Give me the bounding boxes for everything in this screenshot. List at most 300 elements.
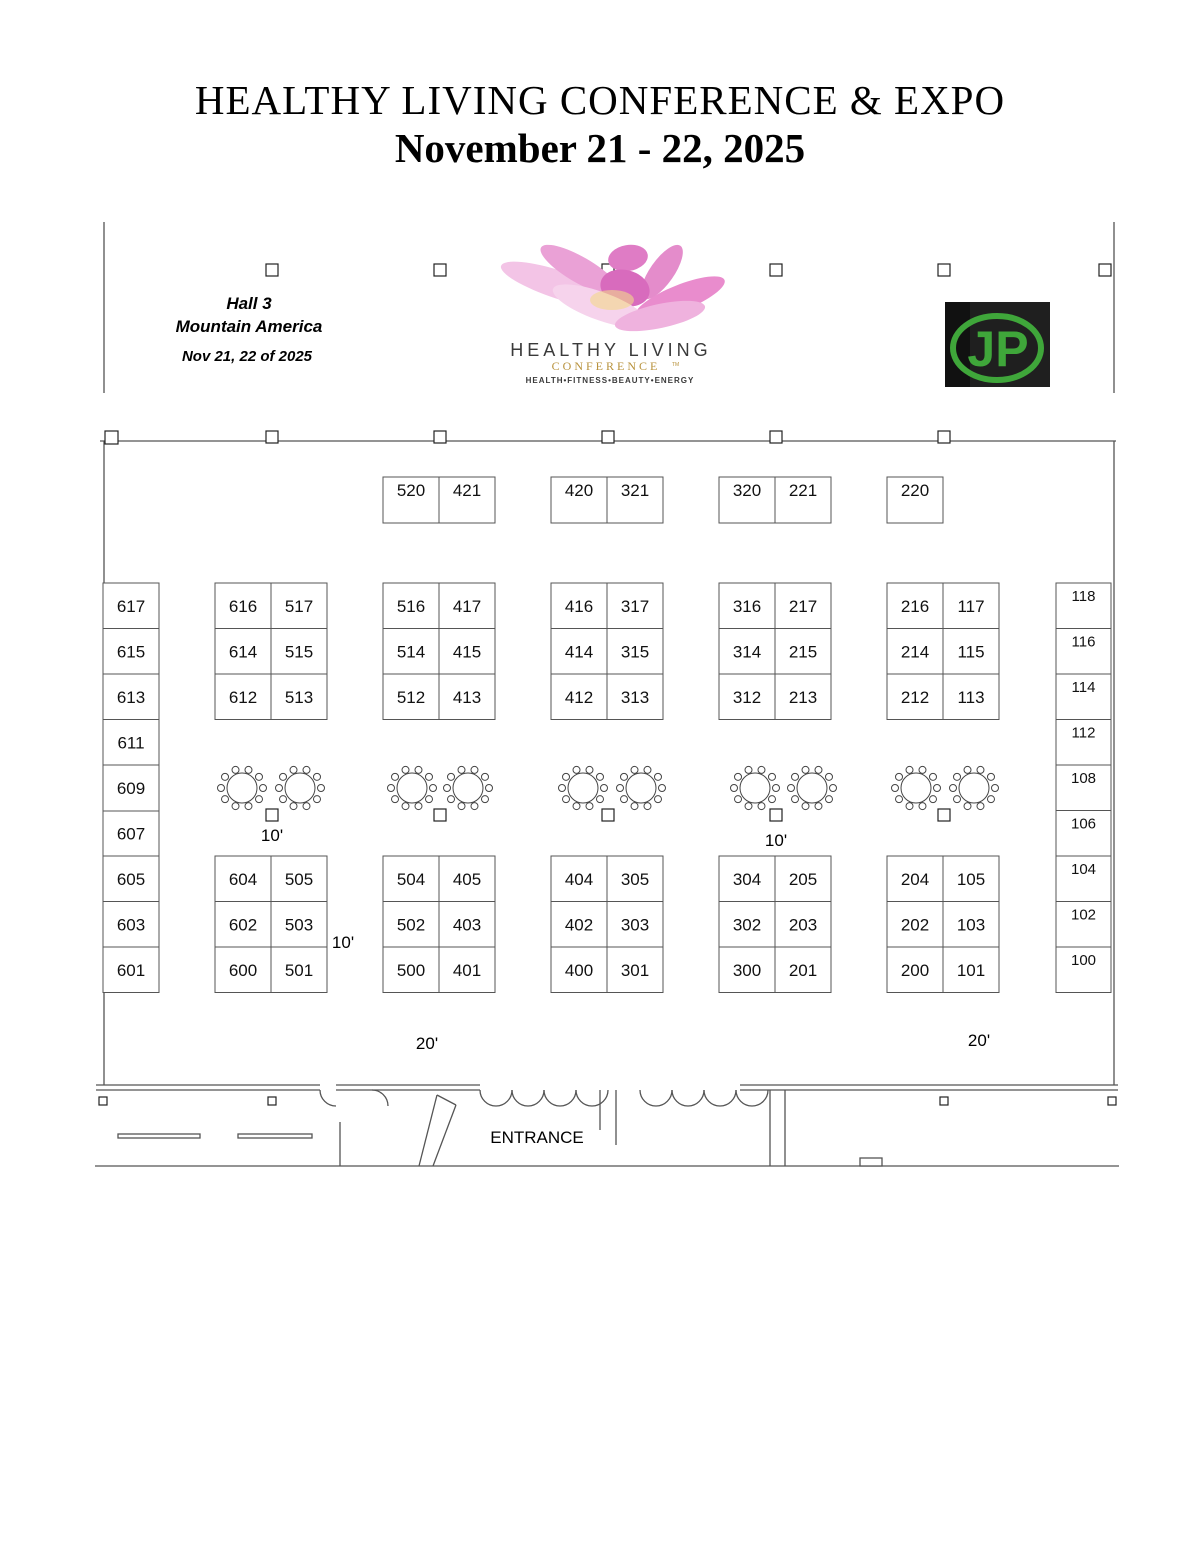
booth-number: 203 bbox=[788, 915, 818, 935]
booth[interactable] bbox=[1056, 583, 1111, 629]
chair bbox=[830, 785, 837, 792]
booth[interactable] bbox=[887, 674, 943, 720]
chair bbox=[954, 796, 961, 803]
booth-number: 205 bbox=[788, 869, 818, 889]
booth[interactable] bbox=[215, 674, 271, 720]
front-aisle-dimension-left: 20' bbox=[415, 1034, 439, 1053]
chair bbox=[964, 766, 971, 773]
chair bbox=[815, 766, 822, 773]
chair bbox=[245, 803, 252, 810]
chair bbox=[802, 803, 809, 810]
booth[interactable] bbox=[383, 902, 439, 948]
chair bbox=[906, 766, 913, 773]
booth-number: 116 bbox=[1071, 633, 1096, 651]
booth-number: 420 bbox=[564, 481, 594, 500]
booth-number: 217 bbox=[788, 596, 818, 616]
chair bbox=[232, 766, 239, 773]
lotus-flower-icon bbox=[497, 236, 730, 337]
chair bbox=[617, 785, 624, 792]
chair bbox=[458, 803, 465, 810]
column bbox=[434, 809, 446, 821]
chair bbox=[825, 796, 832, 803]
booth-number: 505 bbox=[284, 869, 314, 889]
booth[interactable] bbox=[775, 902, 831, 948]
booth-grid bbox=[103, 477, 1111, 993]
booth[interactable] bbox=[271, 674, 327, 720]
chair bbox=[596, 796, 603, 803]
booth[interactable] bbox=[887, 902, 943, 948]
chair bbox=[792, 773, 799, 780]
chair bbox=[654, 773, 661, 780]
chair bbox=[934, 785, 941, 792]
chair bbox=[919, 766, 926, 773]
chair bbox=[402, 766, 409, 773]
booth[interactable] bbox=[719, 674, 775, 720]
booth[interactable] bbox=[103, 720, 159, 766]
booth-number: 105 bbox=[956, 869, 986, 889]
chair bbox=[415, 766, 422, 773]
booth[interactable] bbox=[943, 947, 999, 993]
round-table bbox=[617, 766, 666, 809]
booth-number: 400 bbox=[564, 960, 594, 980]
booth-number: 402 bbox=[564, 915, 594, 935]
chair bbox=[621, 796, 628, 803]
booth-number: 302 bbox=[732, 915, 762, 935]
booth-number: 604 bbox=[228, 869, 258, 889]
booth-number: 102 bbox=[1070, 906, 1097, 924]
hall-venue: Mountain America bbox=[175, 317, 323, 336]
booth-number: 200 bbox=[900, 960, 930, 980]
booth[interactable] bbox=[271, 856, 327, 902]
chair bbox=[448, 796, 455, 803]
entrance-door bbox=[576, 1090, 608, 1106]
column bbox=[938, 809, 950, 821]
booth-number: 317 bbox=[620, 596, 650, 616]
chair bbox=[392, 796, 399, 803]
counter bbox=[118, 1134, 200, 1138]
booth[interactable] bbox=[439, 583, 495, 629]
entrance-door bbox=[736, 1090, 768, 1106]
entrance-door bbox=[480, 1090, 512, 1106]
booth-number: 106 bbox=[1070, 815, 1097, 833]
jp-logo-text: JP bbox=[967, 321, 1029, 377]
booth[interactable] bbox=[943, 902, 999, 948]
booth-number: 601 bbox=[116, 960, 146, 980]
booth-number: 504 bbox=[396, 869, 426, 889]
column bbox=[434, 264, 446, 276]
chair bbox=[563, 796, 570, 803]
jp-sponsor-logo bbox=[945, 302, 1050, 387]
chair bbox=[430, 785, 437, 792]
booth[interactable] bbox=[887, 477, 943, 523]
booth[interactable] bbox=[103, 856, 159, 902]
booth-number: 603 bbox=[116, 915, 146, 935]
booth[interactable] bbox=[439, 856, 495, 902]
booth-number: 214 bbox=[900, 642, 930, 662]
column bbox=[99, 1097, 107, 1105]
chair bbox=[601, 785, 608, 792]
chair bbox=[573, 803, 580, 810]
chair bbox=[735, 773, 742, 780]
booth[interactable] bbox=[607, 629, 663, 675]
chair bbox=[644, 803, 651, 810]
booth[interactable] bbox=[271, 902, 327, 948]
booth-number: 101 bbox=[956, 960, 986, 980]
wall-segment bbox=[433, 1105, 456, 1166]
column bbox=[266, 431, 278, 443]
round-tables bbox=[218, 766, 999, 809]
booth[interactable] bbox=[551, 947, 607, 993]
healthy-living-logo bbox=[497, 236, 730, 385]
chair bbox=[425, 796, 432, 803]
booth[interactable] bbox=[719, 477, 775, 523]
booth[interactable] bbox=[775, 856, 831, 902]
booth-number: 313 bbox=[620, 687, 650, 707]
booth[interactable] bbox=[215, 947, 271, 993]
booth[interactable] bbox=[271, 583, 327, 629]
booth[interactable] bbox=[383, 477, 439, 523]
booth-number: 515 bbox=[284, 642, 314, 662]
chair bbox=[303, 803, 310, 810]
booth[interactable] bbox=[775, 947, 831, 993]
column bbox=[1108, 1097, 1116, 1105]
booth[interactable] bbox=[383, 947, 439, 993]
booth-number: 502 bbox=[396, 915, 426, 935]
booth-number: 312 bbox=[732, 687, 762, 707]
booth[interactable] bbox=[1056, 811, 1111, 857]
chair bbox=[388, 785, 395, 792]
chair bbox=[596, 773, 603, 780]
entrance-door bbox=[544, 1090, 576, 1106]
booth-number: 514 bbox=[396, 642, 426, 662]
chair bbox=[318, 785, 325, 792]
chair bbox=[303, 766, 310, 773]
chair bbox=[773, 785, 780, 792]
booth[interactable] bbox=[271, 629, 327, 675]
chair bbox=[255, 773, 262, 780]
entrance-door bbox=[672, 1090, 704, 1106]
chair bbox=[802, 766, 809, 773]
chair bbox=[425, 773, 432, 780]
booth-number: 204 bbox=[900, 869, 930, 889]
chair bbox=[448, 773, 455, 780]
chair bbox=[471, 766, 478, 773]
hall-dates: Nov 21, 22 of 2025 bbox=[181, 348, 313, 365]
booth-number: 612 bbox=[228, 687, 258, 707]
event-dates: November 21 - 22, 2025 bbox=[394, 125, 806, 171]
booth-number: 202 bbox=[900, 915, 930, 935]
chair bbox=[245, 766, 252, 773]
round-table bbox=[892, 766, 941, 809]
hall-number: Hall 3 bbox=[226, 294, 272, 313]
aisle-dimension-left: 10' bbox=[260, 826, 284, 845]
chair bbox=[896, 796, 903, 803]
booth-number: 315 bbox=[620, 642, 650, 662]
booth-number: 300 bbox=[732, 960, 762, 980]
booth[interactable] bbox=[383, 629, 439, 675]
booth[interactable] bbox=[719, 856, 775, 902]
booth[interactable] bbox=[103, 674, 159, 720]
booth-number: 215 bbox=[788, 642, 818, 662]
column bbox=[434, 431, 446, 443]
booth[interactable] bbox=[1056, 947, 1111, 993]
chair bbox=[290, 766, 297, 773]
round-table bbox=[218, 766, 267, 809]
booth[interactable] bbox=[943, 629, 999, 675]
chair bbox=[788, 785, 795, 792]
booth-number: 517 bbox=[284, 596, 314, 616]
chair bbox=[977, 803, 984, 810]
booth[interactable] bbox=[551, 674, 607, 720]
booth[interactable] bbox=[607, 947, 663, 993]
chair bbox=[255, 796, 262, 803]
booth[interactable] bbox=[551, 902, 607, 948]
chair bbox=[758, 803, 765, 810]
counter bbox=[238, 1134, 312, 1138]
booth[interactable] bbox=[551, 583, 607, 629]
column bbox=[266, 264, 278, 276]
booth-number: 320 bbox=[732, 481, 762, 500]
booth[interactable] bbox=[887, 856, 943, 902]
booth-number: 216 bbox=[900, 596, 930, 616]
booth[interactable] bbox=[887, 583, 943, 629]
chair bbox=[731, 785, 738, 792]
chair bbox=[232, 803, 239, 810]
booth-number: 613 bbox=[116, 687, 146, 707]
booth[interactable] bbox=[215, 629, 271, 675]
chair bbox=[621, 773, 628, 780]
chair bbox=[481, 773, 488, 780]
chair bbox=[481, 796, 488, 803]
booth-number: 104 bbox=[1070, 861, 1097, 878]
booth-number: 512 bbox=[396, 687, 426, 707]
booth[interactable] bbox=[439, 902, 495, 948]
chair bbox=[992, 785, 999, 792]
chair bbox=[280, 796, 287, 803]
booth-number: 404 bbox=[564, 869, 594, 889]
chair bbox=[471, 803, 478, 810]
booth-number: 617 bbox=[116, 596, 146, 616]
chair bbox=[222, 773, 229, 780]
booth[interactable] bbox=[607, 674, 663, 720]
column bbox=[938, 264, 950, 276]
booth-number: 609 bbox=[116, 779, 146, 798]
chair bbox=[768, 796, 775, 803]
booth-number: 114 bbox=[1071, 679, 1096, 696]
chair bbox=[987, 773, 994, 780]
booth-number: 100 bbox=[1070, 952, 1097, 969]
booth-number: 220 bbox=[900, 481, 930, 500]
chair bbox=[964, 803, 971, 810]
booth[interactable] bbox=[719, 583, 775, 629]
chair bbox=[919, 803, 926, 810]
booth-number: 413 bbox=[452, 687, 482, 707]
column bbox=[602, 431, 614, 443]
booth[interactable] bbox=[607, 856, 663, 902]
booth[interactable] bbox=[719, 629, 775, 675]
chair bbox=[586, 803, 593, 810]
booth[interactable] bbox=[887, 629, 943, 675]
booth[interactable] bbox=[103, 765, 159, 811]
chair bbox=[276, 785, 283, 792]
booth[interactable] bbox=[775, 477, 831, 523]
booth-number: 118 bbox=[1071, 588, 1096, 605]
chair bbox=[260, 785, 267, 792]
booth-number: 500 bbox=[396, 960, 426, 980]
round-table bbox=[276, 766, 325, 809]
chair bbox=[222, 796, 229, 803]
booth[interactable] bbox=[215, 902, 271, 948]
chair bbox=[745, 803, 752, 810]
booth[interactable] bbox=[383, 856, 439, 902]
chair bbox=[929, 796, 936, 803]
chair bbox=[929, 773, 936, 780]
chair bbox=[654, 796, 661, 803]
booth-number: 513 bbox=[284, 687, 314, 707]
booth[interactable] bbox=[103, 947, 159, 993]
booth-number: 516 bbox=[396, 596, 426, 616]
booth[interactable] bbox=[215, 856, 271, 902]
chair bbox=[392, 773, 399, 780]
booth-number: 503 bbox=[284, 915, 314, 935]
booth-number: 412 bbox=[564, 687, 594, 707]
booth[interactable] bbox=[1056, 856, 1111, 902]
entrance-label: ENTRANCE bbox=[490, 1128, 584, 1147]
booth-number: 414 bbox=[564, 642, 594, 662]
booth[interactable] bbox=[1056, 720, 1111, 766]
round-table bbox=[950, 766, 999, 809]
booth[interactable] bbox=[719, 902, 775, 948]
chair bbox=[954, 773, 961, 780]
booth-number: 501 bbox=[284, 960, 314, 980]
chair bbox=[559, 785, 566, 792]
booth-number: 321 bbox=[620, 481, 650, 500]
chair bbox=[950, 785, 957, 792]
booth[interactable] bbox=[103, 811, 159, 856]
column bbox=[105, 431, 118, 444]
booth[interactable] bbox=[607, 902, 663, 948]
booth-number: 614 bbox=[228, 642, 258, 662]
side-door bbox=[372, 1090, 388, 1106]
booth[interactable] bbox=[1056, 629, 1111, 675]
booth[interactable] bbox=[775, 674, 831, 720]
booth-number: 415 bbox=[452, 642, 482, 662]
booth[interactable] bbox=[887, 947, 943, 993]
column bbox=[770, 431, 782, 443]
aisle-dimension-side: 10' bbox=[331, 933, 355, 952]
front-aisle-dimension-right: 20' bbox=[967, 1031, 991, 1050]
booth[interactable] bbox=[103, 629, 159, 675]
round-table bbox=[388, 766, 437, 809]
booth[interactable] bbox=[439, 629, 495, 675]
chair bbox=[631, 766, 638, 773]
booth[interactable] bbox=[607, 477, 663, 523]
round-table bbox=[559, 766, 608, 809]
logo-subtitle: CONFERENCE bbox=[551, 359, 661, 373]
booth[interactable] bbox=[439, 947, 495, 993]
booth-number: 403 bbox=[452, 915, 482, 935]
booth-number: 103 bbox=[956, 915, 986, 935]
chair bbox=[313, 796, 320, 803]
booth[interactable] bbox=[551, 477, 607, 523]
column bbox=[602, 809, 614, 821]
booth-number: 314 bbox=[732, 642, 762, 662]
round-table bbox=[731, 766, 780, 809]
booth[interactable] bbox=[103, 902, 159, 948]
booth-number: 416 bbox=[564, 596, 594, 616]
wall-segment bbox=[419, 1095, 437, 1166]
booth[interactable] bbox=[551, 629, 607, 675]
booth[interactable] bbox=[607, 583, 663, 629]
booth[interactable] bbox=[943, 856, 999, 902]
booth[interactable] bbox=[215, 583, 271, 629]
booth[interactable] bbox=[943, 674, 999, 720]
entrance-door bbox=[640, 1090, 672, 1106]
page-title: HEALTHY LIVING CONFERENCE & EXPO bbox=[194, 77, 1006, 123]
entrance-door bbox=[512, 1090, 544, 1106]
booth[interactable] bbox=[1056, 674, 1111, 720]
booth[interactable] bbox=[383, 674, 439, 720]
booth[interactable] bbox=[943, 583, 999, 629]
chair bbox=[644, 766, 651, 773]
chair bbox=[458, 766, 465, 773]
chair bbox=[768, 773, 775, 780]
booth[interactable] bbox=[775, 583, 831, 629]
entrance-door bbox=[704, 1090, 736, 1106]
booth[interactable] bbox=[271, 947, 327, 993]
chair bbox=[290, 803, 297, 810]
booth[interactable] bbox=[551, 856, 607, 902]
booth[interactable] bbox=[719, 947, 775, 993]
booth-number: 301 bbox=[620, 960, 650, 980]
chair bbox=[444, 785, 451, 792]
booth[interactable] bbox=[439, 477, 495, 523]
logo-title: HEALTHY LIVING bbox=[510, 340, 712, 360]
booth-number: 304 bbox=[732, 869, 762, 889]
chair bbox=[825, 773, 832, 780]
booth-number: 115 bbox=[957, 642, 985, 662]
booth[interactable] bbox=[383, 583, 439, 629]
booth[interactable] bbox=[775, 629, 831, 675]
chair bbox=[977, 766, 984, 773]
chair bbox=[313, 773, 320, 780]
booth-number: 602 bbox=[228, 915, 258, 935]
chair bbox=[586, 766, 593, 773]
chair bbox=[563, 773, 570, 780]
column bbox=[940, 1097, 948, 1105]
booth[interactable] bbox=[1056, 765, 1111, 811]
chair bbox=[745, 766, 752, 773]
booth-number: 221 bbox=[788, 481, 818, 500]
column bbox=[1099, 264, 1111, 276]
booth-number: 113 bbox=[957, 687, 985, 707]
booth[interactable] bbox=[103, 583, 159, 629]
booth[interactable] bbox=[439, 674, 495, 720]
chair bbox=[758, 766, 765, 773]
booth-number: 611 bbox=[117, 733, 145, 753]
logo-tm: TM bbox=[672, 362, 680, 368]
booth-number: 615 bbox=[116, 642, 146, 662]
booth-number: 401 bbox=[452, 960, 482, 980]
booth-number: 303 bbox=[620, 915, 650, 935]
chair bbox=[735, 796, 742, 803]
booth-number: 305 bbox=[620, 869, 650, 889]
chair bbox=[280, 773, 287, 780]
chair bbox=[659, 785, 666, 792]
chair bbox=[892, 785, 899, 792]
chair bbox=[402, 803, 409, 810]
booth[interactable] bbox=[1056, 902, 1111, 948]
